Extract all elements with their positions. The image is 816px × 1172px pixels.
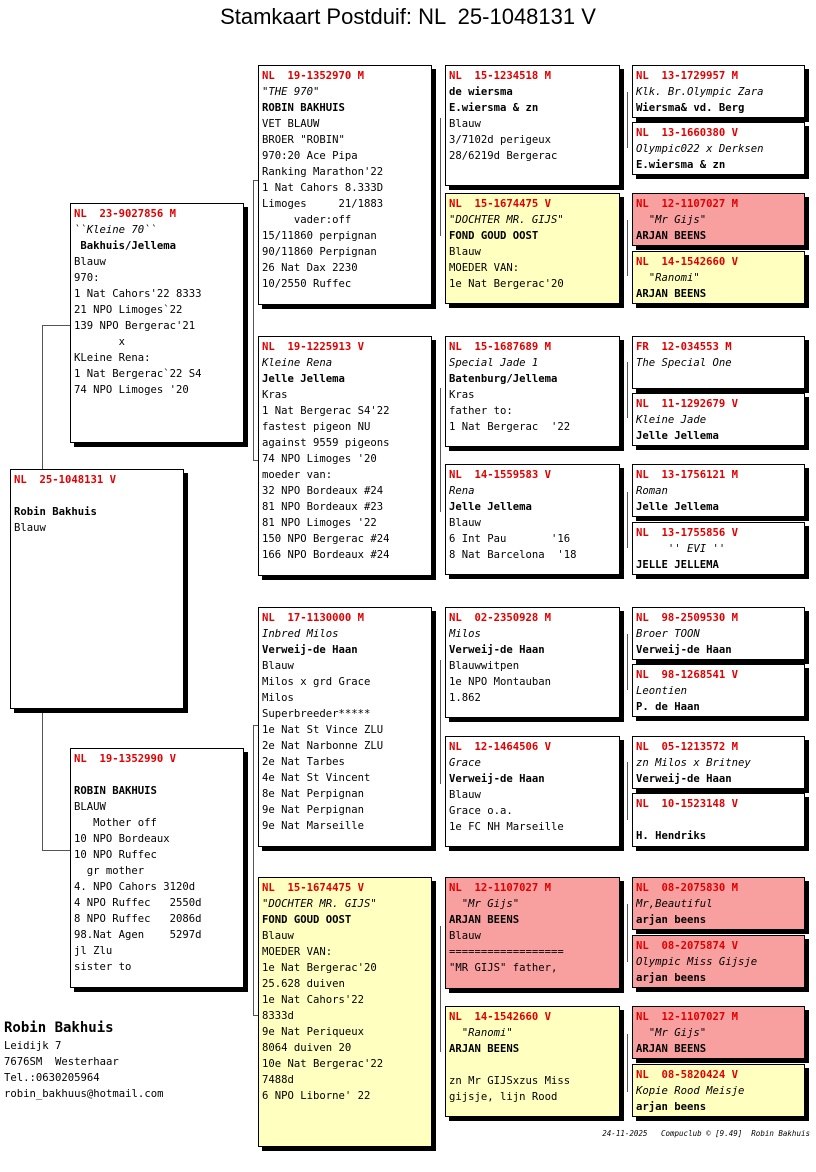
card-line: zn Milos x Britney: [636, 757, 751, 769]
owner-block: [4, 1018, 163, 1102]
card-line: Mother off: [74, 817, 157, 829]
card-line: 1 Nat Cahors 8.333D: [262, 182, 384, 194]
card-line: Inbred Milos: [262, 628, 339, 640]
card-line: ARJAN BEENS: [636, 1043, 707, 1055]
pigeon-card-g3[interactable]: [632, 193, 805, 246]
card-line: Blauw: [449, 930, 481, 942]
card-line: 15/11860 perpignan: [262, 230, 377, 242]
pigeon-card-g2[interactable]: [632, 122, 805, 175]
card-line: 21 NPO Limoges`22: [74, 304, 183, 316]
card-line: 2e Nat Narbonne ZLU: [262, 740, 384, 752]
pigeon-card-subject[interactable]: [10, 469, 184, 709]
card-line: FOND GOUD OOST: [449, 230, 539, 242]
card-line: 8333d: [262, 1010, 294, 1022]
card-line: 2e Nat Tarbes: [262, 756, 345, 768]
card-line: sister to: [74, 961, 132, 973]
card-line: 970:: [74, 272, 100, 284]
card-line: Kleine Rena: [262, 357, 333, 369]
pigeon-card-mf[interactable]: [258, 607, 432, 847]
card-line: 9e Nat Perpignan: [262, 804, 365, 816]
connector-line: [627, 904, 628, 962]
connector-line: [42, 850, 71, 851]
connector-line: [42, 712, 43, 850]
card-line: 150 NPO Bergerac #24: [262, 533, 390, 545]
card-line: Blauw: [14, 522, 46, 534]
card-line: vader:off: [262, 214, 352, 226]
ring-number: NL 08-2075830 M: [636, 882, 739, 894]
card-line: 25.628 duiven: [262, 978, 345, 990]
card-line: 8e Nat Perpignan: [262, 788, 365, 800]
footer-credit: 24-11-2025 Compuclub © [9.49] Robin Bakhuis: [602, 1129, 810, 1138]
card-line: Roman: [636, 485, 668, 497]
card-line: ARJAN BEENS: [449, 1043, 520, 1055]
card-line: 8 Nat Barcelona '18: [449, 549, 577, 561]
ring-number: NL 13-1755856 V: [636, 527, 739, 539]
ring-number: NL 11-1292679 V: [636, 398, 739, 410]
card-line: Milos: [262, 692, 294, 704]
ring-number: NL 05-1213572 M: [636, 741, 739, 753]
pigeon-card-g12[interactable]: [632, 793, 805, 847]
ring-number: NL 12-1107027 M: [636, 1011, 739, 1023]
ring-number: NL 23-9027856 M: [74, 208, 177, 220]
card-line: 139 NPO Bergerac'21: [74, 320, 196, 332]
card-line: Kras: [449, 389, 475, 401]
card-line: 4 NPO Ruffec 2550d: [74, 897, 202, 909]
card-line: Olympic Miss Gijsje: [636, 956, 758, 968]
card-line: Blauw: [74, 256, 106, 268]
pigeon-card-ffm[interactable]: [445, 193, 620, 304]
card-line: 166 NPO Bordeaux #24: [262, 549, 390, 561]
pigeon-card-g4[interactable]: [632, 251, 805, 304]
card-line: Batenburg/Jellema: [449, 373, 558, 385]
card-line: 970:20 Ace Pipa: [262, 150, 358, 162]
connector-line: [627, 92, 628, 148]
card-line: Wiersma& vd. Berg: [636, 102, 745, 114]
card-line: Broer TOON: [636, 628, 700, 640]
page-title: Stamkaart Postduif: NL 25-1048131 V: [220, 4, 596, 29]
connector-line: [42, 325, 43, 469]
card-line: 9e Nat Marseille: [262, 820, 365, 832]
card-line: H. Hendriks: [636, 830, 707, 842]
ring-number: FR 12-034553 M: [636, 341, 732, 353]
card-line: Robin Bakhuis: [14, 506, 97, 518]
card-line: E.wiersma & zn: [636, 159, 726, 171]
card-line: 1e Nat St Vince ZLU: [262, 724, 384, 736]
card-line: Verweij-de Haan: [449, 644, 545, 656]
card-line: 8064 duiven 20: [262, 1042, 352, 1054]
ring-number: NL 19-1225913 V: [262, 341, 365, 353]
card-line: de wiersma: [449, 86, 513, 98]
card-line: Klk. Br.Olympic Zara: [636, 86, 764, 98]
card-line: ``Kleine 70``: [74, 224, 157, 236]
card-line: Jelle Jellema: [262, 373, 345, 385]
ring-number: NL 15-1234518 M: [449, 70, 552, 82]
card-line: "Mr Gijs": [636, 1027, 707, 1039]
connector-line: [253, 180, 254, 460]
card-line: "Ranomi": [449, 1027, 513, 1039]
card-line: The Special One: [636, 357, 732, 369]
card-line: Rena: [449, 485, 475, 497]
pigeon-card-g8[interactable]: [632, 522, 805, 575]
card-line: Blauw: [449, 517, 481, 529]
pigeon-card-fmf[interactable]: [445, 336, 620, 447]
pigeon-card-g16[interactable]: [632, 1064, 805, 1117]
card-line: arjan beens: [636, 972, 707, 984]
card-line: ARJAN BEENS: [449, 914, 520, 926]
card-line: 32 NPO Bordeaux #24: [262, 485, 384, 497]
card-line: BROER "ROBIN": [262, 134, 345, 146]
pigeon-card-mother[interactable]: [70, 748, 244, 988]
connector-line: [627, 1034, 628, 1092]
card-line: P. de Haan: [636, 701, 700, 713]
connector-line: [440, 118, 441, 236]
card-line: Jelle Jellema: [636, 501, 719, 513]
ring-number: NL 14-1542660 V: [449, 1011, 552, 1023]
connector-line: [627, 220, 628, 276]
card-line: Mr,Beautiful: [636, 898, 713, 910]
card-line: Jelle Jellema: [636, 430, 719, 442]
card-line: Grace: [449, 757, 481, 769]
card-line: Blauw: [262, 930, 294, 942]
card-line: Ranking Marathon'22: [262, 166, 384, 178]
card-line: 74 NPO Limoges '20: [74, 384, 189, 396]
owner-address: Leidijk 7: [4, 1040, 62, 1052]
card-line: ARJAN BEENS: [636, 230, 707, 242]
pigeon-card-mfm[interactable]: [445, 736, 620, 847]
card-line: gijsje, lijn Rood: [449, 1091, 558, 1103]
card-line: E.wiersma & zn: [449, 102, 539, 114]
ring-number: NL 15-1674475 V: [262, 882, 365, 894]
card-line: 81 NPO Bordeaux #23: [262, 501, 384, 513]
card-line: 8 NPO Ruffec 2086d: [74, 913, 202, 925]
ring-number: NL 25-1048131 V: [14, 474, 117, 486]
ring-number: NL 98-2509530 M: [636, 612, 739, 624]
card-line: BLAUW: [74, 801, 106, 813]
card-line: 10 NPO Ruffec: [74, 849, 157, 861]
ring-number: NL 10-1523148 V: [636, 798, 739, 810]
pigeon-card-g15[interactable]: [632, 1006, 805, 1059]
ring-number: NL 14-1559583 V: [449, 469, 552, 481]
card-line: moeder van:: [262, 469, 333, 481]
card-line: Kras: [262, 389, 288, 401]
pigeon-card-fmm[interactable]: [445, 464, 620, 575]
ring-number: NL 14-1542660 V: [636, 256, 739, 268]
ring-number: NL 19-1352970 M: [262, 70, 365, 82]
connector-line: [440, 660, 441, 784]
card-line: Milos x grd Grace: [262, 676, 371, 688]
card-line: "Mr Gijs": [636, 214, 707, 226]
ring-number: NL 08-2075874 V: [636, 940, 739, 952]
card-line: 4e Nat St Vincent: [262, 772, 371, 784]
card-line: 3/7102d perigeux: [449, 134, 552, 146]
card-line: x: [74, 336, 126, 348]
card-line: arjan beens: [636, 914, 707, 926]
ring-number: NL 17-1130000 M: [262, 612, 365, 624]
card-line: 1e Nat Bergerac'20: [449, 278, 564, 290]
card-line: 74 NPO Limoges '20: [262, 453, 377, 465]
pigeon-card-mm[interactable]: [258, 877, 432, 1147]
card-line: 6 NPO Liborne' 22: [262, 1090, 371, 1102]
card-line: VET BLAUW: [262, 118, 320, 130]
card-line: "Mr Gijs": [449, 898, 520, 910]
pigeon-card-mmf[interactable]: [445, 877, 620, 989]
card-line: MOEDER VAN:: [262, 946, 333, 958]
card-line: 7488d: [262, 1074, 294, 1086]
owner-city: 7676SM Westerhaar: [4, 1056, 119, 1068]
card-line: 4. NPO Cahors 3120d: [74, 881, 196, 893]
card-line: Leontien: [636, 685, 688, 697]
card-line: 98.Nat Agen 5297d: [74, 929, 202, 941]
pigeon-card-g5[interactable]: [632, 336, 805, 389]
card-line: "MR GIJS" father,: [449, 962, 558, 974]
card-line: KLeine Rena:: [74, 352, 151, 364]
connector-line: [627, 492, 628, 548]
owner-phone: Tel.:0630205964: [4, 1072, 100, 1084]
ring-number: NL 13-1756121 M: [636, 469, 739, 481]
card-line: arjan beens: [636, 1101, 707, 1113]
card-line: Verweij-de Haan: [262, 644, 358, 656]
pigeon-card-g10[interactable]: [632, 664, 805, 717]
card-line: jl Zlu: [74, 945, 113, 957]
pigeon-card-father[interactable]: [70, 203, 244, 443]
connector-line: [253, 725, 254, 1015]
card-line: Milos: [449, 628, 481, 640]
card-line: 1 Nat Bergerac`22 S4: [74, 368, 202, 380]
card-line: Blauw: [262, 660, 294, 672]
card-line: against 9559 pigeons: [262, 437, 390, 449]
ring-number: NL 12-1107027 M: [636, 198, 739, 210]
card-line: 1 Nat Cahors'22 8333: [74, 288, 202, 300]
pigeon-card-g13[interactable]: [632, 877, 805, 930]
card-line: fastest pigeon NU: [262, 421, 371, 433]
card-line: [449, 1057, 616, 1073]
connector-line: [440, 926, 441, 1052]
card-line: [14, 488, 180, 504]
owner-email[interactable]: robin_bakhuus@hotmail.com: [4, 1088, 164, 1100]
card-line: Blauw: [449, 118, 481, 130]
owner-name: Robin Bakhuis: [4, 1020, 114, 1036]
card-line: "Ranomi": [636, 272, 700, 284]
ring-number: NL 19-1352990 V: [74, 753, 177, 765]
card-line: [74, 767, 240, 783]
card-line: Kopie Rood Meisje: [636, 1085, 745, 1097]
card-line: 26 Nat Dax 2230: [262, 262, 358, 274]
connector-line: [627, 762, 628, 820]
ring-number: NL 08-5820424 V: [636, 1069, 739, 1081]
card-line: 1 Nat Bergerac S4'22: [262, 405, 390, 417]
card-line: ROBIN BAKHUIS: [262, 102, 345, 114]
card-line: [636, 812, 801, 828]
card-line: 6 Int Pau '16: [449, 533, 571, 545]
connector-line: [627, 362, 628, 418]
pigeon-card-g11[interactable]: [632, 736, 805, 789]
pigeon-card-mff[interactable]: [445, 607, 620, 718]
card-line: Olympic022 x Derksen: [636, 143, 764, 155]
card-line: 10/2550 Ruffec: [262, 278, 352, 290]
card-line: Grace o.a.: [449, 805, 513, 817]
card-line: "DOCHTER MR. GIJS": [262, 898, 377, 910]
card-line: 10e Nat Bergerac'22: [262, 1058, 384, 1070]
card-line: 9e Nat Periqueux: [262, 1026, 365, 1038]
card-line: 28/6219d Bergerac: [449, 150, 558, 162]
card-line: Limoges 21/1883: [262, 198, 384, 210]
card-line: Blauw: [449, 246, 481, 258]
ring-number: NL 15-1687689 M: [449, 341, 552, 353]
card-line: MOEDER VAN:: [449, 262, 520, 274]
card-line: "THE 970": [262, 86, 320, 98]
card-line: JELLE JELLEMA: [636, 559, 719, 571]
card-line: Bakhuis/Jellema: [74, 240, 177, 252]
ring-number: NL 15-1674475 V: [449, 198, 552, 210]
ring-number: NL 12-1107027 M: [449, 882, 552, 894]
card-line: Verweij-de Haan: [636, 644, 732, 656]
card-line: 81 NPO Limoges '22: [262, 517, 377, 529]
ring-number: NL 02-2350928 M: [449, 612, 552, 624]
card-line: Verweij-de Haan: [636, 773, 732, 785]
connector-line: [627, 634, 628, 690]
card-line: "DOCHTER MR. GIJS": [449, 214, 564, 226]
ring-number: NL 13-1660380 V: [636, 127, 739, 139]
card-line: Verweij-de Haan: [449, 773, 545, 785]
ring-number: NL 98-1268541 V: [636, 669, 739, 681]
pigeon-card-fm[interactable]: [258, 336, 432, 576]
ring-number: NL 13-1729957 M: [636, 70, 739, 82]
ring-number: NL 12-1464506 V: [449, 741, 552, 753]
card-line: 1e FC NH Marseille: [449, 821, 564, 833]
pigeon-card-ff[interactable]: [258, 65, 432, 305]
card-line: 1.862: [449, 692, 481, 704]
card-line: FOND GOUD OOST: [262, 914, 352, 926]
card-line: Blauw: [449, 789, 481, 801]
card-line: 1e NPO Montauban: [449, 676, 552, 688]
card-line: Blauwwitpen: [449, 660, 520, 672]
card-line: Kleine Jade: [636, 414, 707, 426]
pigeon-card-fff[interactable]: [445, 65, 620, 186]
pigeon-card-g6[interactable]: [632, 393, 805, 446]
connector-line: [440, 388, 441, 512]
card-line: 90/11860 Perpignan: [262, 246, 377, 258]
pigeon-card-g1[interactable]: [632, 65, 805, 118]
card-line: ARJAN BEENS: [636, 288, 707, 300]
pigeon-card-mmm[interactable]: [445, 1006, 620, 1117]
card-line: 1e Nat Cahors'22: [262, 994, 365, 1006]
pigeon-card-g14[interactable]: [632, 935, 805, 988]
pigeon-card-g9[interactable]: [632, 607, 805, 660]
card-line: Jelle Jellema: [449, 501, 532, 513]
pigeon-card-g7[interactable]: [632, 464, 805, 517]
card-line: gr mother: [74, 865, 145, 877]
card-line: Special Jade 1: [449, 357, 539, 369]
card-line: '' EVI '': [636, 543, 726, 555]
card-line: ==================: [449, 946, 564, 958]
card-line: zn Mr GIJSxzus Miss: [449, 1075, 571, 1087]
card-line: 1 Nat Bergerac '22: [449, 421, 571, 433]
card-line: Superbreeder*****: [262, 708, 371, 720]
card-line: 10 NPO Bordeaux: [74, 833, 170, 845]
card-line: ROBIN BAKHUIS: [74, 785, 157, 797]
connector-line: [42, 325, 71, 326]
card-line: 1e Nat Bergerac'20: [262, 962, 377, 974]
card-line: father to:: [449, 405, 513, 417]
